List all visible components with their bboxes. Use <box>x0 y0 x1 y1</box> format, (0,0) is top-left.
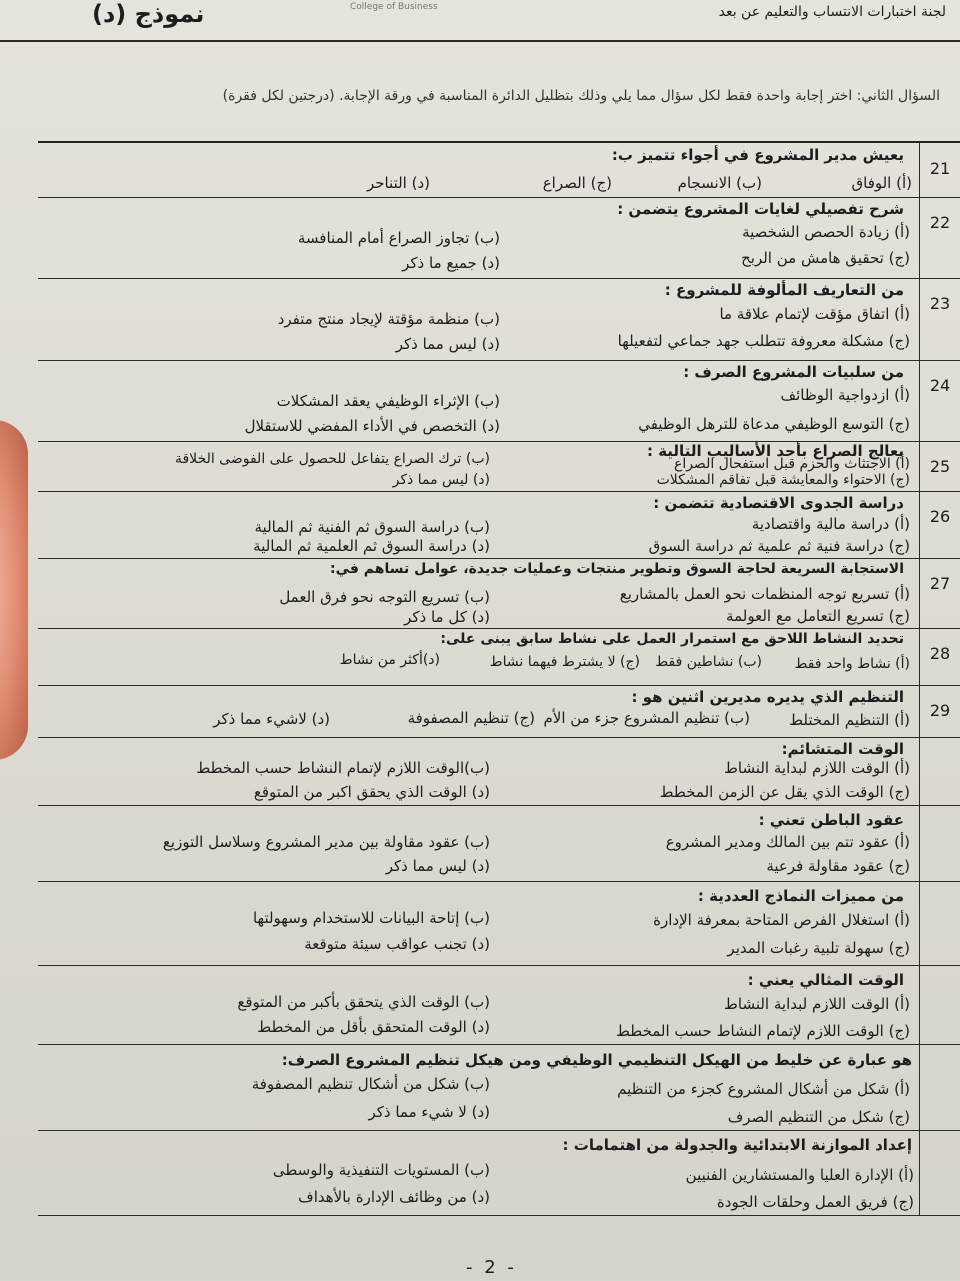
option-c: (ج) تسريع التعامل مع العولمة <box>726 607 910 625</box>
option-b: (ب) المستويات التنفيذية والوسطى <box>272 1161 490 1179</box>
question-stem: من التعاريف المألوفة للمشروع : <box>664 281 904 299</box>
question-23 <box>38 278 960 361</box>
question-number <box>919 805 960 881</box>
question-number: 24 <box>919 360 960 441</box>
question-stem: التنظيم الذي يديره مديرين اثنين هو : <box>631 688 904 706</box>
option-a: (أ) دراسة مالية واقتصادية <box>751 515 910 533</box>
option-d: (د) التناحر <box>366 174 430 192</box>
option-d: (د) تجنب عواقب سيئة متوقعة <box>304 935 490 953</box>
question-stem: إعداد الموازنة الابتدائية والجدولة من اهتمامات : <box>562 1136 912 1154</box>
option-a: (أ) الإدارة العليا والمستشارين الفنيين <box>685 1166 914 1184</box>
question-number <box>919 737 960 805</box>
page-number: - 2 - <box>466 1257 517 1278</box>
question-number: 22 <box>919 197 960 278</box>
question-number: 25 <box>919 441 960 491</box>
option-d: (د) من وظائف الإدارة بالأهداف <box>298 1188 490 1206</box>
question-stem: شرح تفصيلي لغايات المشروع يتضمن : <box>617 200 904 218</box>
question-33 <box>38 965 960 1045</box>
question-24 <box>38 360 960 442</box>
option-c: (ج) تحقيق هامش من الربح <box>741 249 910 267</box>
section-instructions: السؤال الثاني: اختر إجابة واحدة فقط لكل سؤال مما يلي وذلك بتظليل الدائرة المناسبة في ورقة الإجابة. (درجتين لكل فقرة) <box>222 88 940 104</box>
option-a: (أ) الوقت اللازم لبداية النشاط <box>724 759 910 777</box>
option-b: (ب) الإثراء الوظيفي يعقد المشكلات <box>276 392 500 410</box>
question-26 <box>38 491 960 559</box>
option-c: (ج) الصراع <box>542 174 612 192</box>
question-stem: عقود الباطن تعني : <box>758 811 904 829</box>
exam-model-label: نموذج (د) <box>92 0 205 28</box>
option-a: (أ) عقود تتم بين المالك ومدير المشروع <box>665 833 910 851</box>
question-34 <box>38 1044 960 1131</box>
option-d: (د) الوقت المتحقق بأقل من المخطط <box>257 1018 490 1036</box>
questions-table <box>38 141 960 1281</box>
option-d: (د)أكثر من نشاط <box>339 652 440 668</box>
option-b: (ب) ترك الصراع يتفاعل للحصول على الفوضى الخلاقة <box>174 451 490 467</box>
option-c: (ج) التوسع الوظيفي مدعاة للترهل الوظيفي <box>638 415 910 433</box>
option-b: (ب) شكل من أشكال تنظيم المصفوفة <box>251 1075 490 1093</box>
option-c: (ج) سهولة تلبية رغبات المدير <box>727 939 910 957</box>
option-c: (ج) دراسة فنية ثم علمية ثم دراسة السوق <box>648 537 910 555</box>
option-d: (د) جميع ما ذكر <box>402 254 500 272</box>
option-b: (ب) عقود مقاولة بين مدير المشروع وسلاسل التوزيع <box>162 833 490 851</box>
option-a: (أ) الاجتثاث والحزم قبل استفحال الصراع <box>673 456 910 472</box>
option-a: (أ) التنظيم المختلط <box>789 711 910 729</box>
option-a: (أ) نشاط واحد فقط <box>794 656 910 672</box>
option-a: (أ) شكل من أشكال المشروع كجزء من التنظيم <box>617 1080 910 1098</box>
option-c: (ج) الاحتواء والمعايشة قبل تفاقم المشكلات <box>656 472 910 488</box>
question-number: 28 <box>919 628 960 685</box>
question-number: 27 <box>919 558 960 628</box>
question-stem: الاستجابة السريعة لحاجة السوق وتطوير منتجات وعمليات جديدة، عوامل تساهم في: <box>329 561 904 577</box>
option-d: (د) لا شيء مما ذكر <box>368 1103 490 1121</box>
photographer-thumb <box>0 420 28 760</box>
option-a: (أ) اتفاق مؤقت لإتمام علاقة ما <box>719 305 910 323</box>
question-29 <box>38 685 960 738</box>
option-b: (ب) دراسة السوق ثم الفنية ثم المالية <box>254 518 490 536</box>
option-c: (ج) لا يشترط فيهما نشاط <box>489 654 640 670</box>
question-27 <box>38 558 960 629</box>
option-c: (ج) تنظيم المصفوفة <box>407 709 535 727</box>
question-21 <box>38 143 960 198</box>
option-d: (د) دراسة السوق ثم العلمية ثم المالية <box>253 537 490 555</box>
option-a: (أ) ازدواجية الوظائف <box>780 386 910 404</box>
option-a: (أ) الوفاق <box>851 174 912 192</box>
question-30 <box>38 737 960 806</box>
question-stem: الوقت المتشائم: <box>781 740 904 758</box>
option-d: (د) ليس مما ذكر <box>395 335 500 353</box>
option-b: (ب) الانسجام <box>677 174 762 192</box>
option-a: (أ) الوقت اللازم لبداية النشاط <box>724 995 910 1013</box>
option-d: (د) لاشيء مما ذكر <box>213 710 330 728</box>
question-stem: تحديد النشاط اللاحق مع استمرار العمل على نشاط سابق يبنى على: <box>440 631 904 647</box>
option-b: (ب) تجاوز الصراع أمام المنافسة <box>297 229 500 247</box>
question-35 <box>38 1130 960 1216</box>
option-c: (ج) مشكلة معروفة تتطلب جهد جماعي لتفعيلها <box>617 332 910 350</box>
option-a: (أ) تسريع توجه المنظمات نحو العمل بالمشاريع <box>619 585 910 603</box>
question-number <box>919 1044 960 1130</box>
option-b: (ب)الوقت اللازم لإتمام النشاط حسب المخطط <box>196 759 490 777</box>
committee-title: لجنة اختبارات الانتساب والتعليم عن بعد <box>718 4 946 20</box>
page-header <box>0 0 960 42</box>
college-name: College of Business <box>350 2 438 12</box>
question-28 <box>38 628 960 686</box>
option-b: (ب) تنظيم المشروع جزء من الأم <box>543 709 750 727</box>
option-b: (ب) منظمة مؤقتة لإيجاد منتج متفرد <box>277 310 500 328</box>
question-number: 29 <box>919 685 960 737</box>
option-d: (د) الوقت الذي يحقق اكبر من المتوقع <box>253 783 490 801</box>
option-d: (د) ليس مما ذكر <box>385 857 490 875</box>
option-b: (ب) تسريع التوجه نحو فرق العمل <box>279 588 490 606</box>
option-c: (ج) الوقت الذي يقل عن الزمن المخطط <box>659 783 910 801</box>
option-b: (ب) نشاطين فقط <box>655 654 762 670</box>
question-stem: من سلبيات المشروع الصرف : <box>683 363 904 381</box>
option-d: (د) ليس مما ذكر <box>392 472 490 488</box>
option-a: (أ) استغلال الفرص المتاحة بمعرفة الإدارة <box>653 911 910 929</box>
question-stem: يعيش مدير المشروع في أجواء تتميز ب: <box>611 146 904 164</box>
question-number: 23 <box>919 278 960 360</box>
option-c: (ج) فريق العمل وحلقات الجودة <box>716 1193 914 1211</box>
option-b: (ب) إتاحة البيانات للاستخدام وسهولتها <box>252 909 490 927</box>
question-stem: يعالج الصراع بأحد الأساليب التالية : <box>646 442 904 460</box>
question-stem: الوقت المثالي يعني : <box>747 971 904 989</box>
option-b: (ب) الوقت الذي يتحقق بأكبر من المتوقع <box>237 993 490 1011</box>
question-stem: من مميزات النماذج العددية : <box>697 887 904 905</box>
option-c: (ج) عقود مقاولة فرعية <box>766 857 910 875</box>
option-d: (د) التخصص في الأداء المفضي للاستقلال <box>244 417 500 435</box>
question-25 <box>38 441 960 492</box>
question-32 <box>38 881 960 966</box>
question-number <box>919 881 960 965</box>
question-22 <box>38 197 960 279</box>
question-number: 26 <box>919 491 960 558</box>
question-number: 21 <box>919 143 960 197</box>
option-c: (ج) الوقت اللازم لإتمام النشاط حسب المخطط <box>616 1022 910 1040</box>
option-c: (ج) شكل من التنظيم الصرف <box>727 1108 910 1126</box>
question-stem: دراسة الجدوى الاقتصادية تتضمن : <box>653 494 904 512</box>
question-number <box>919 965 960 1044</box>
option-a: (أ) زيادة الحصص الشخصية <box>742 223 910 241</box>
option-d: (د) كل ما ذكر <box>404 608 490 626</box>
question-31 <box>38 805 960 882</box>
question-number <box>919 1130 960 1215</box>
question-stem: هو عبارة عن خليط من الهيكل التنظيمي الوظيفي ومن هيكل تنظيم المشروع الصرف: <box>281 1051 912 1069</box>
